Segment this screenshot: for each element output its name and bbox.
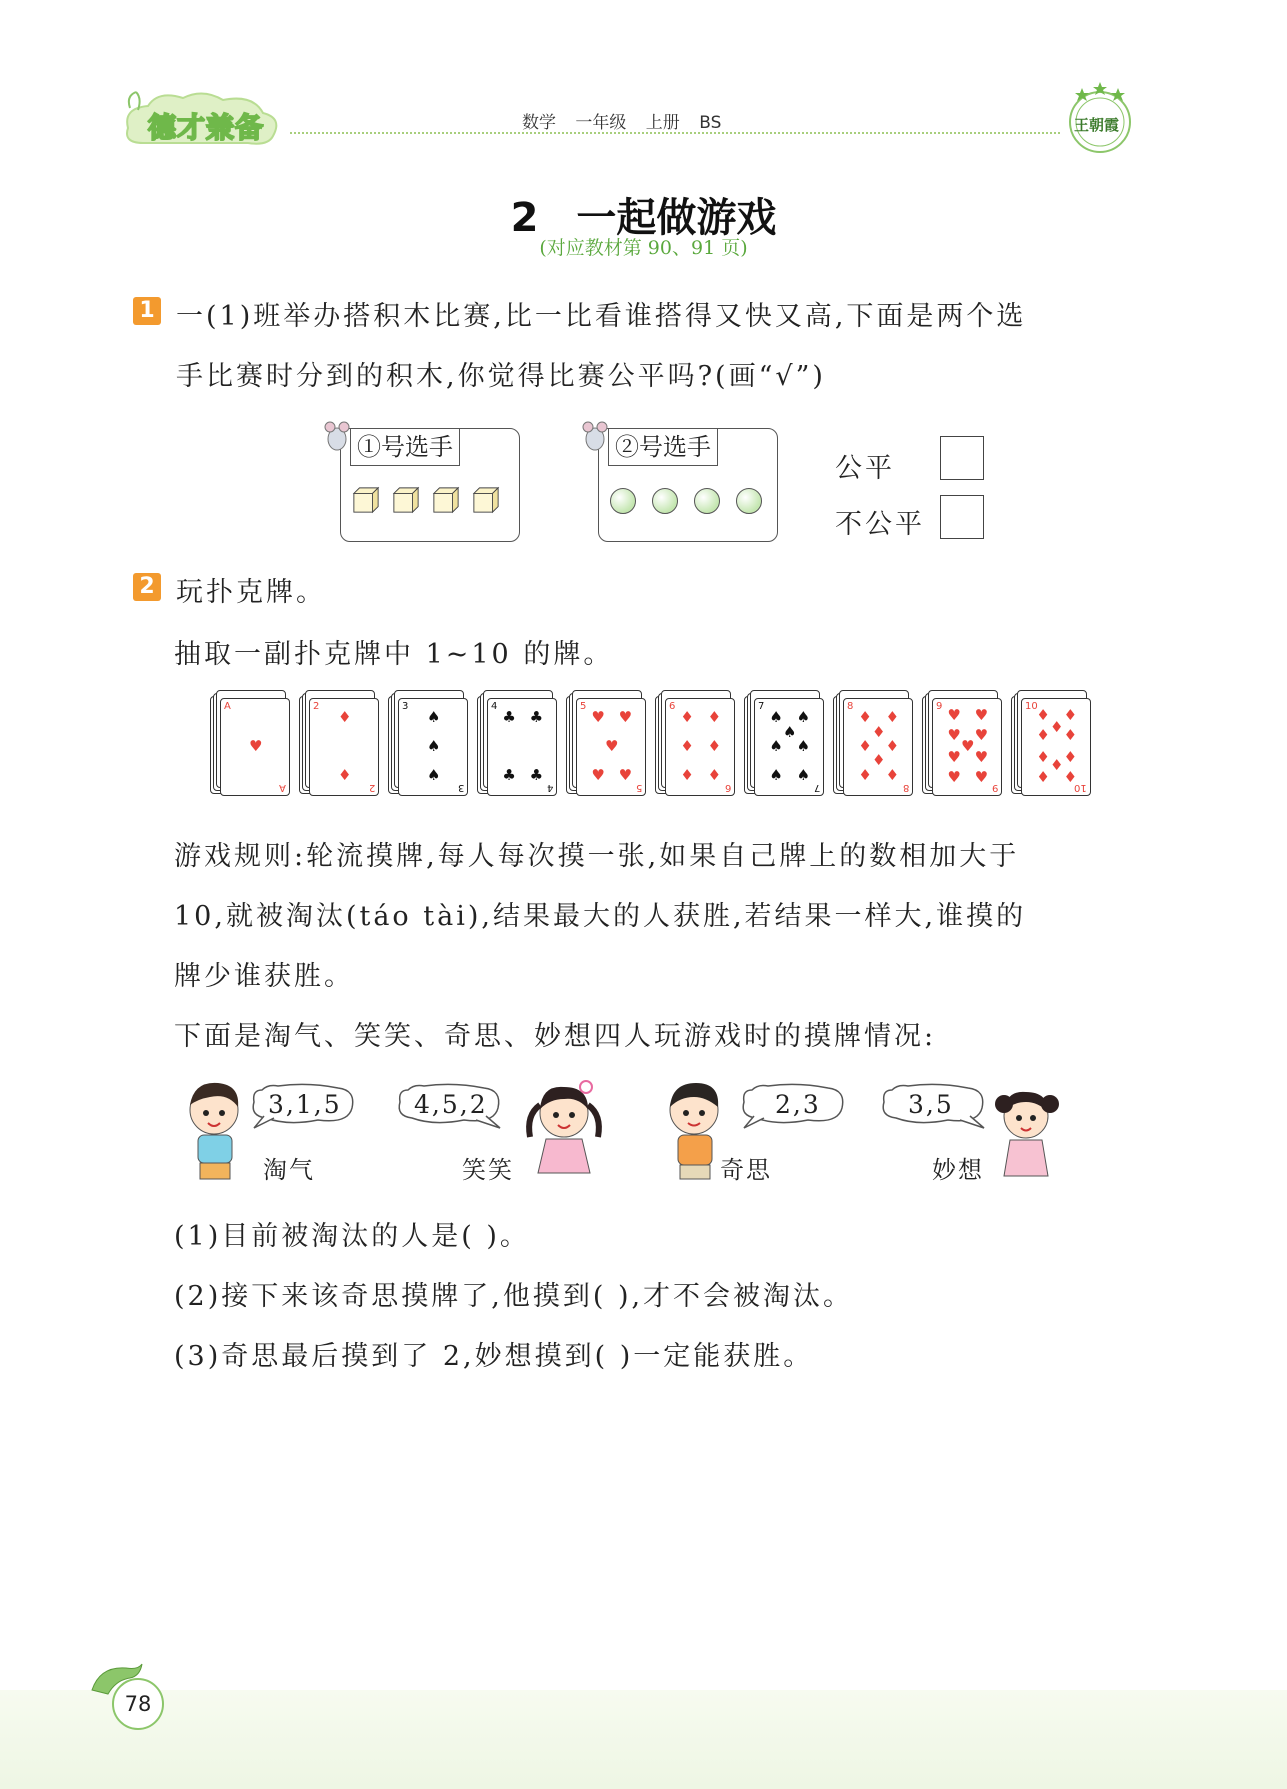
heart-icon: ♥ xyxy=(618,765,633,784)
card-stack xyxy=(388,690,466,800)
heart-icon: ♥ xyxy=(974,747,989,766)
miaoxiang-name: 妙想 xyxy=(932,1156,984,1184)
heart-icon: ♥ xyxy=(591,708,605,727)
author-badge xyxy=(1060,78,1140,158)
q1-text-line2: 手比赛时分到的积木,你觉得比赛公平吗?(画“√”) xyxy=(176,361,826,392)
ball-icon xyxy=(736,488,762,514)
series-logo xyxy=(118,88,288,148)
player1-label: ①号选手 xyxy=(350,428,460,466)
q2-intro: 抽取一副扑克牌中 1~10 的牌。 xyxy=(174,639,614,670)
diamond-icon: ♦ xyxy=(858,765,872,784)
diamond-icon: ♦ xyxy=(707,737,722,755)
playing-card xyxy=(843,698,913,796)
card-rank: 7 xyxy=(813,782,820,793)
heart-icon: ♥ xyxy=(591,765,605,784)
card-rank: 5 xyxy=(580,701,587,712)
option-unfair-label: 不公平 xyxy=(835,509,925,540)
playing-card xyxy=(220,698,290,796)
diamond-icon: ♦ xyxy=(858,708,872,727)
card-rank: 9 xyxy=(991,782,998,793)
diamond-icon: ♦ xyxy=(858,737,872,755)
unfair-checkbox[interactable] xyxy=(940,495,984,539)
heart-icon: ♥ xyxy=(974,726,989,745)
card-stack xyxy=(922,690,1000,800)
spade-icon: ♠ xyxy=(427,737,441,755)
card-rank: 9 xyxy=(936,701,943,712)
cube-icon xyxy=(432,486,460,514)
club-icon: ♣ xyxy=(502,708,516,727)
spade-icon: ♠ xyxy=(427,765,441,784)
q2-heading: 玩扑克牌。 xyxy=(176,577,326,608)
spade-icon: ♠ xyxy=(796,737,811,755)
book-info: 数学 一年级 上册 BS xyxy=(522,113,722,133)
q1-text-line1: 一(1)班举办搭积木比赛,比一比看谁搭得又快又高,下面是两个选 xyxy=(176,301,1027,332)
option-fair-label: 公平 xyxy=(835,453,895,484)
card-stack xyxy=(299,690,377,800)
diamond-icon: ♦ xyxy=(1036,726,1050,745)
diamond-icon: ♦ xyxy=(680,708,694,727)
card-rank: A xyxy=(224,701,231,712)
heart-icon: ♥ xyxy=(974,706,989,725)
card-stack xyxy=(566,690,644,800)
diamond-icon: ♦ xyxy=(1050,756,1064,775)
qisi-cards: 2,3 xyxy=(775,1090,821,1119)
footer-band xyxy=(0,1690,1287,1789)
card-rank: A xyxy=(279,782,286,793)
heart-icon: ♥ xyxy=(947,706,961,725)
sub-question-2: (2)接下来该奇思摸牌了,他摸到( ),才不会被淘汰。 xyxy=(174,1281,854,1312)
rules-line1: 游戏规则:轮流摸牌,每人每次摸一张,如果自己牌上的数相加大于 xyxy=(174,841,1020,872)
cube-icon xyxy=(472,486,500,514)
spade-icon: ♠ xyxy=(769,708,783,727)
cube-icon xyxy=(352,486,380,514)
card-rank: 3 xyxy=(457,782,464,793)
card-stack xyxy=(1011,690,1089,800)
playing-card xyxy=(398,698,468,796)
heart-icon: ♥ xyxy=(947,747,961,766)
heart-icon: ♥ xyxy=(249,737,263,755)
club-icon: ♣ xyxy=(502,765,516,784)
ball-icon xyxy=(694,488,720,514)
diamond-icon: ♦ xyxy=(338,708,352,727)
xiaoxiao-name: 笑笑 xyxy=(462,1156,514,1184)
diamond-icon: ♦ xyxy=(680,765,694,784)
heart-icon: ♥ xyxy=(974,767,989,786)
card-rank: 2 xyxy=(313,701,320,712)
diamond-icon: ♦ xyxy=(1063,726,1078,745)
ball-icon xyxy=(610,488,636,514)
rules-line2: 10,就被淘汰(táo tài),结果最大的人获胜,若结果一样大,谁摸的 xyxy=(174,901,1027,932)
heart-icon: ♥ xyxy=(947,767,961,786)
lesson-name: 一起做游戏 xyxy=(576,195,777,241)
card-rank: 7 xyxy=(758,701,765,712)
diamond-icon: ♦ xyxy=(885,737,900,755)
xiaoxiao-girl-icon xyxy=(516,1075,616,1185)
playing-card xyxy=(932,698,1002,796)
cube-icon xyxy=(392,486,420,514)
diamond-icon: ♦ xyxy=(1063,706,1078,725)
card-rank: 5 xyxy=(635,782,642,793)
card-rank: 6 xyxy=(724,782,731,793)
diamond-icon: ♦ xyxy=(885,765,900,784)
spade-icon: ♠ xyxy=(427,708,441,727)
card-rank: 10 xyxy=(1025,701,1038,712)
rules-line3: 牌少谁获胜。 xyxy=(174,961,354,992)
playing-card xyxy=(487,698,557,796)
taoqi-name: 淘气 xyxy=(263,1156,315,1184)
diamond-icon: ♦ xyxy=(707,708,722,727)
textbook-reference: (对应教材第 90、91 页) xyxy=(539,237,748,259)
diamond-icon: ♦ xyxy=(1036,767,1050,786)
card-stack xyxy=(744,690,822,800)
spade-icon: ♠ xyxy=(783,722,797,741)
diamond-icon: ♦ xyxy=(1036,706,1050,725)
ball-row xyxy=(610,488,762,514)
diamond-icon: ♦ xyxy=(1063,747,1078,766)
badge-text: 王朝霞 xyxy=(1074,116,1120,134)
diamond-icon: ♦ xyxy=(1050,717,1064,736)
playing-card xyxy=(576,698,646,796)
club-icon: ♣ xyxy=(529,765,544,784)
mouse-icon xyxy=(322,415,352,455)
miaoxiang-girl-icon xyxy=(984,1080,1074,1185)
card-rank: 6 xyxy=(669,701,676,712)
card-rank: 4 xyxy=(491,701,498,712)
diamond-icon: ♦ xyxy=(872,751,886,770)
club-icon: ♣ xyxy=(529,708,544,727)
spade-icon: ♠ xyxy=(769,737,783,755)
card-rank: 3 xyxy=(402,701,409,712)
card-stack xyxy=(210,690,288,800)
playing-card xyxy=(754,698,824,796)
fair-checkbox[interactable] xyxy=(940,436,984,480)
card-rank: 10 xyxy=(1074,782,1087,793)
diamond-icon: ♦ xyxy=(872,722,886,741)
diamond-icon: ♦ xyxy=(1036,747,1050,766)
card-rank: 2 xyxy=(368,782,375,793)
diamond-icon: ♦ xyxy=(338,765,352,784)
diamond-icon: ♦ xyxy=(707,765,722,784)
question-number: 2 xyxy=(133,573,161,601)
diamond-icon: ♦ xyxy=(885,708,900,727)
card-stack xyxy=(477,690,555,800)
lesson-number: 2 xyxy=(510,195,539,241)
situation-text: 下面是淘气、笑笑、奇思、妙想四人玩游戏时的摸牌情况: xyxy=(174,1021,937,1052)
heart-icon: ♥ xyxy=(605,737,619,755)
spade-icon: ♠ xyxy=(796,765,811,784)
taoqi-cards: 3,1,5 xyxy=(268,1090,342,1119)
playing-card xyxy=(1021,698,1091,796)
ball-icon xyxy=(652,488,678,514)
playing-card xyxy=(309,698,379,796)
card-stack xyxy=(833,690,911,800)
question-number: 1 xyxy=(133,297,161,325)
spade-icon: ♠ xyxy=(769,765,783,784)
mouse-icon xyxy=(580,415,610,455)
card-rank: 8 xyxy=(847,701,854,712)
sub-question-1: (1)目前被淘汰的人是( )。 xyxy=(174,1221,530,1252)
card-stack xyxy=(655,690,733,800)
sub-question-3: (3)奇思最后摸到了 2,妙想摸到( )一定能获胜。 xyxy=(174,1341,814,1372)
diamond-icon: ♦ xyxy=(680,737,694,755)
spade-icon: ♠ xyxy=(796,708,811,727)
miaoxiang-cards: 3,5 xyxy=(908,1090,954,1119)
cube-row xyxy=(352,486,500,514)
heart-icon: ♥ xyxy=(947,726,961,745)
diamond-icon: ♦ xyxy=(1063,767,1078,786)
qisi-name: 奇思 xyxy=(720,1156,772,1184)
card-row xyxy=(210,690,1110,810)
page-number: 78 xyxy=(112,1678,164,1730)
playing-card xyxy=(665,698,735,796)
heart-icon: ♥ xyxy=(961,737,975,755)
player2-label: ②号选手 xyxy=(608,428,718,466)
card-rank: 4 xyxy=(546,782,553,793)
logo-text: 德才兼备 xyxy=(148,111,265,144)
card-rank: 8 xyxy=(902,782,909,793)
xiaoxiao-cards: 4,5,2 xyxy=(414,1090,488,1119)
heart-icon: ♥ xyxy=(618,708,633,727)
